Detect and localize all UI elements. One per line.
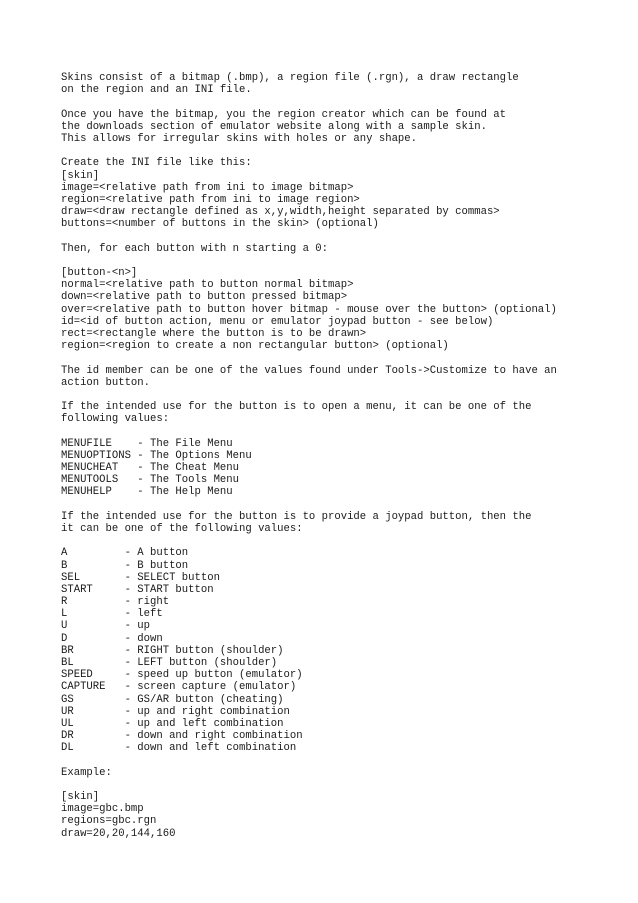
text-line: The id member can be one of the values found under Tools->Customize to have an bbox=[61, 364, 557, 377]
document-body bbox=[61, 72, 621, 840]
blank-line bbox=[61, 145, 621, 157]
text-line: MENUFILE - The File Menu bbox=[61, 437, 233, 450]
text-line: image=gbc.bmp bbox=[61, 803, 144, 816]
text-line: [button-<n>] bbox=[61, 267, 138, 279]
text-line: down=<relative path to button pressed bitmap> bbox=[61, 291, 348, 304]
text-line: BL - LEFT button (shoulder) bbox=[61, 657, 278, 669]
text-line: R - right bbox=[61, 596, 170, 609]
blank-line bbox=[61, 535, 621, 547]
text-line: MENUCHEAT - The Cheat Menu bbox=[61, 462, 240, 474]
text-line: [skin] bbox=[61, 791, 100, 804]
text-line: D - down bbox=[61, 632, 163, 645]
text-line: normal=<relative path to button normal bitmap> bbox=[61, 279, 354, 292]
text-line: buttons=<number of buttons in the skin> (optional) bbox=[61, 218, 379, 231]
text-line: DR - down and right combination bbox=[61, 730, 303, 743]
text-line: DL - down and left combination bbox=[61, 742, 297, 755]
text-line: UL - up and left combination bbox=[61, 717, 284, 730]
blank-line bbox=[61, 230, 621, 242]
text-line: CAPTURE - screen capture (emulator) bbox=[61, 681, 297, 694]
text-line: L - left bbox=[61, 608, 163, 621]
text-line: image=<relative path from ini to image bitmap> bbox=[61, 181, 354, 194]
text-line: over=<relative path to button hover bitmap - mouse over the button> (optional) bbox=[61, 303, 557, 316]
text-line: UR - up and right combination bbox=[61, 705, 290, 718]
text-line: Example: bbox=[61, 766, 112, 779]
text-line: MENUOPTIONS - The Options Menu bbox=[61, 449, 252, 462]
blank-line bbox=[61, 755, 621, 767]
text-line: MENUHELP - The Help Menu bbox=[61, 486, 233, 499]
blank-line bbox=[61, 352, 621, 364]
text-line: Create the INI file like this: bbox=[61, 157, 252, 170]
blank-line bbox=[61, 96, 621, 108]
text-line: following values: bbox=[61, 413, 170, 426]
text-line: region=<relative path from ini to image region> bbox=[61, 193, 360, 206]
blank-line bbox=[61, 499, 621, 511]
text-line: on the region and an INI file. bbox=[61, 84, 252, 97]
text-line: Once you have the bitmap, you the region creator which can be found at bbox=[61, 108, 507, 121]
text-line: SEL - SELECT button bbox=[61, 571, 220, 584]
text-line: draw=20,20,144,160 bbox=[61, 827, 176, 840]
text-line: Then, for each button with n starting a 0: bbox=[61, 242, 329, 255]
text-line: B - B button bbox=[61, 559, 189, 572]
blank-line bbox=[61, 389, 621, 401]
text-line: region=<region to create a non rectangular button> (optional) bbox=[61, 340, 449, 353]
text-line: it can be one of the following values: bbox=[61, 522, 303, 535]
text-line: [skin] bbox=[61, 169, 100, 182]
text-line: Skins consist of a bitmap (.bmp), a region file (.rgn), a draw rectangle bbox=[61, 72, 519, 84]
blank-line bbox=[61, 255, 621, 267]
blank-line bbox=[61, 425, 621, 437]
text-line: If the intended use for the button is to provide a joypad button, then the bbox=[61, 510, 532, 523]
text-line: BR - RIGHT button (shoulder) bbox=[61, 644, 284, 657]
blank-line bbox=[61, 779, 621, 791]
text-line: rect=<rectangle where the button is to be drawn> bbox=[61, 327, 367, 340]
text-line: action button. bbox=[61, 376, 151, 389]
text-line: U - up bbox=[61, 620, 151, 633]
text-line: If the intended use for the button is to open a menu, it can be one of the bbox=[61, 401, 532, 414]
text-line: GS - GS/AR button (cheating) bbox=[61, 693, 284, 706]
text-line: START - START button bbox=[61, 583, 214, 596]
text-line: MENUTOOLS - The Tools Menu bbox=[61, 474, 240, 487]
text-line: regions=gbc.rgn bbox=[61, 815, 157, 828]
text-line: This allows for irregular skins with holes or any shape. bbox=[61, 132, 418, 145]
text-line: draw=<draw rectangle defined as x,y,width,height separated by commas> bbox=[61, 206, 500, 219]
text-line: A - A button bbox=[61, 547, 189, 560]
text-line: SPEED - speed up button (emulator) bbox=[61, 669, 303, 682]
text-line: the downloads section of emulator website along with a sample skin. bbox=[61, 120, 487, 133]
text-line: id=<id of button action, menu or emulator joypad button - see below) bbox=[61, 315, 494, 328]
